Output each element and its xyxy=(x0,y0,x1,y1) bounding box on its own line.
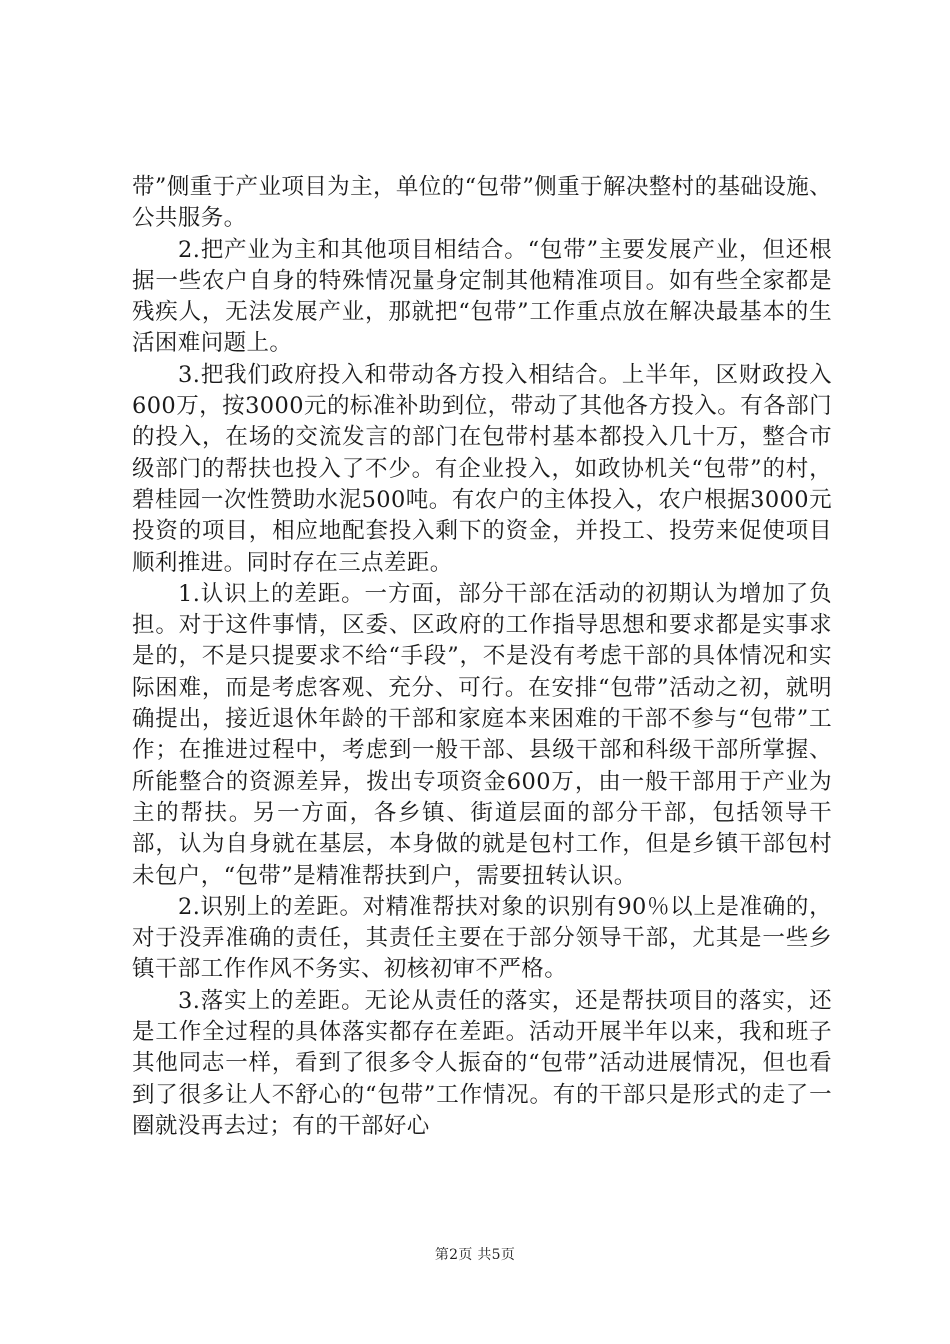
paragraph-3: 3.把我们政府投入和带动各方投入相结合。上半年，区财政投入600万，按3000元的标准补助到位，带动了其他各方投入。有各部门的投入，在场的交流发言的部门在包带村基本都投入几十万，整合市级部门的帮扶也投入了不少。有企业投入，如政协机关“包带”的村，碧桂园一次性赞助水泥500吨。有农户的主体投入，农户根据3000元投资的项目，相应地配套投入剩下的资金，并投工、投劳来促使项目顺利推进。同时存在三点差距。 xyxy=(132,361,832,576)
paragraph-5: 2.识别上的差距。对精准帮扶对象的识别有90％以上是准确的，对于没弄准确的责任，其责任主要在于部分领导干部，尤其是一些乡镇干部工作作风不务实、初核初审不严格。 xyxy=(132,893,832,983)
paragraph-4: 1.认识上的差距。一方面，部分干部在活动的初期认为增加了负担。对于这件事情，区委、区政府的工作指导思想和要求都是实事求是的，不是只提要求不给“手段”，不是没有考虑干部的具体情况和实际困难，而是考虑客观、充分、可行。在安排“包带”活动之初，就明确提出，接近退休年龄的干部和家庭本来困难的干部不参与“包带”工作；在推进过程中，考虑到一般干部、县级干部和科级干部所掌握、所能整合的资源差异，拨出专项资金600万，由一般干部用于产业为主的帮扶。另一方面，各乡镇、街道层面的部分干部，包括领导干部，认为自身就在基层，本身做的就是包村工作，但是乡镇干部包村未包户，“包带”是精准帮扶到户，需要扭转认识。 xyxy=(132,580,832,889)
paragraph-2: 2.把产业为主和其他项目相结合。“包带”主要发展产业，但还根据一些农户自身的特殊情况量身定制其他精准项目。如有些全家都是残疾人，无法发展产业，那就把“包带”工作重点放在解决最基本的生活困难问题上。 xyxy=(132,236,832,357)
page-footer: 第2页 共5页 xyxy=(434,1247,516,1263)
body-text xyxy=(132,172,832,1142)
paragraph-6: 3.落实上的差距。无论从责任的落实，还是帮扶项目的落实，还是工作全过程的具体落实都存在差距。活动开展半年以来，我和班子其他同志一样，看到了很多令人振奋的“包带”活动进展情况，但也看到了很多让人不舒心的“包带”工作情况。有的干部只是形式的走了一圈就没再去过；有的干部好心 xyxy=(132,987,832,1139)
paragraph-1: 带”侧重于产业项目为主，单位的“包带”侧重于解决整村的基础设施、公共服务。 xyxy=(132,174,832,232)
